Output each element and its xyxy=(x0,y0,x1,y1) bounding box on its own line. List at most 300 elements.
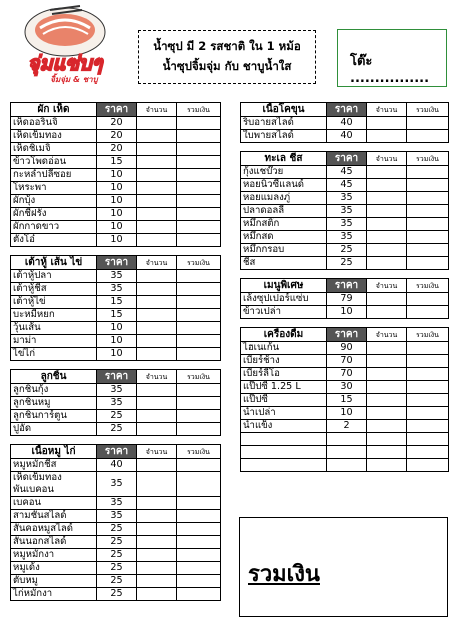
item-price: 20 xyxy=(97,130,137,143)
menu-item-row xyxy=(11,588,221,601)
menu-item-row xyxy=(11,536,221,549)
menu-item-row xyxy=(241,306,449,319)
item-qty-cell[interactable] xyxy=(137,309,177,322)
item-price: 10 xyxy=(97,335,137,348)
item-sum-cell[interactable] xyxy=(177,169,221,182)
menu-item-row xyxy=(11,270,221,283)
item-sum-cell[interactable] xyxy=(177,410,221,423)
menu-item-row xyxy=(11,195,221,208)
item-name: หมูเด้ง xyxy=(11,562,97,575)
item-price: 90 xyxy=(327,342,367,355)
item-name: เห็ดชิเมจิ xyxy=(11,143,97,156)
soup-info-line1: น้ำซุป มี 2 รสชาติ ใน 1 หม้อ xyxy=(153,39,301,53)
item-qty-cell[interactable] xyxy=(367,231,407,244)
item-qty-cell[interactable] xyxy=(367,355,407,368)
price-header: ราคา xyxy=(327,279,367,293)
category-name: เมนูพิเศษ xyxy=(241,279,327,293)
item-name: ลูกชิ้นการ์ตูน xyxy=(11,410,97,423)
item-price: 45 xyxy=(327,166,367,179)
sum-header: รวมเงิน xyxy=(407,279,449,293)
item-name: ผักชีฝรั่ง xyxy=(11,208,97,221)
item-qty-cell[interactable] xyxy=(367,446,407,459)
item-price xyxy=(327,446,367,459)
item-name: หอยนิวซีแลนด์ xyxy=(241,179,327,192)
item-price: 35 xyxy=(327,231,367,244)
item-sum-cell[interactable] xyxy=(407,130,449,143)
item-price: 25 xyxy=(97,536,137,549)
category-name: ลูกชิ้น xyxy=(11,370,97,384)
category-name: ทะเล ชีส xyxy=(241,152,327,166)
item-sum-cell[interactable] xyxy=(177,143,221,156)
item-price: 25 xyxy=(97,523,137,536)
grand-total-box xyxy=(239,517,448,617)
item-price: 10 xyxy=(97,195,137,208)
menu-item-row xyxy=(241,130,449,143)
item-sum-cell[interactable] xyxy=(407,306,449,319)
item-name: เบียร์ลีโอ xyxy=(241,368,327,381)
item-sum-cell[interactable] xyxy=(177,296,221,309)
item-sum-cell[interactable] xyxy=(407,459,449,472)
grand-total-label: รวมเงิน xyxy=(248,562,320,587)
menu-item-row xyxy=(11,397,221,410)
menu-item-row xyxy=(241,192,449,205)
soup-info-line2: น้ำซุปจิ้มจุ่ม กับ ชาบูน้ำใส xyxy=(162,59,292,73)
item-qty-cell[interactable] xyxy=(367,306,407,319)
item-price: 10 xyxy=(97,182,137,195)
item-qty-cell[interactable] xyxy=(367,205,407,218)
item-name: ไก่หมักงา xyxy=(11,588,97,601)
item-sum-cell[interactable] xyxy=(177,536,221,549)
item-qty-cell[interactable] xyxy=(137,472,177,497)
item-price: 25 xyxy=(97,588,137,601)
section-header-row xyxy=(11,445,221,459)
item-sum-cell[interactable] xyxy=(407,355,449,368)
item-sum-cell[interactable] xyxy=(407,293,449,306)
section-gap xyxy=(241,319,449,328)
item-qty-cell[interactable] xyxy=(367,368,407,381)
category-name: ผัก เห็ด xyxy=(11,103,97,117)
item-sum-cell[interactable] xyxy=(177,182,221,195)
logo-sub-text: จิ้มจุ่ม & ชาบู xyxy=(50,75,98,84)
menu-item-row xyxy=(11,459,221,472)
qty-header: จำนวน xyxy=(367,152,407,166)
item-sum-cell[interactable] xyxy=(177,588,221,601)
item-sum-cell[interactable] xyxy=(177,397,221,410)
item-sum-cell[interactable] xyxy=(407,446,449,459)
item-sum-cell[interactable] xyxy=(407,179,449,192)
item-qty-cell[interactable] xyxy=(137,510,177,523)
menu-item-row xyxy=(11,309,221,322)
item-name: ข้าวโพดอ่อน xyxy=(11,156,97,169)
item-qty-cell[interactable] xyxy=(137,117,177,130)
item-price: 35 xyxy=(97,397,137,410)
item-price: 10 xyxy=(97,208,137,221)
section-gap xyxy=(241,143,449,152)
item-name: ตั้งโอ๋ xyxy=(11,234,97,247)
menu-item-row xyxy=(241,433,449,446)
item-name: เห็ดเข็มทอง xyxy=(11,130,97,143)
category-name: เนื้อหมู ไก่ xyxy=(11,445,97,459)
menu-item-row xyxy=(241,381,449,394)
item-sum-cell[interactable] xyxy=(177,335,221,348)
item-sum-cell[interactable] xyxy=(177,208,221,221)
item-qty-cell[interactable] xyxy=(137,169,177,182)
price-header: ราคา xyxy=(97,103,137,117)
category-name: เต้าหู้ เส้น ไข่ xyxy=(11,256,97,270)
gap-cell xyxy=(11,436,221,445)
menu-item-row xyxy=(11,169,221,182)
category-name: เนื้อโคขุน xyxy=(241,103,327,117)
item-sum-cell[interactable] xyxy=(177,562,221,575)
item-sum-cell[interactable] xyxy=(177,549,221,562)
item-price: 15 xyxy=(97,309,137,322)
price-header: ราคา xyxy=(327,152,367,166)
item-sum-cell[interactable] xyxy=(407,192,449,205)
qty-header: จำนวน xyxy=(367,279,407,293)
menu-table-right xyxy=(240,102,449,472)
item-name: ผักบุ้ง xyxy=(11,195,97,208)
category-name: เครื่องดื่ม xyxy=(241,328,327,342)
item-qty-cell[interactable] xyxy=(367,244,407,257)
item-name: สันนอกสไลด์ xyxy=(11,536,97,549)
item-sum-cell[interactable] xyxy=(177,130,221,143)
item-price: 20 xyxy=(97,143,137,156)
item-qty-cell[interactable] xyxy=(137,523,177,536)
item-name xyxy=(241,459,327,472)
item-qty-cell[interactable] xyxy=(137,156,177,169)
item-name: ผักกาดขาว xyxy=(11,221,97,234)
item-name: โหระพา xyxy=(11,182,97,195)
sum-header: รวมเงิน xyxy=(407,328,449,342)
item-sum-cell[interactable] xyxy=(177,423,221,436)
menu-item-row xyxy=(11,549,221,562)
item-sum-cell[interactable] xyxy=(177,195,221,208)
item-price: 25 xyxy=(327,257,367,270)
menu-item-row xyxy=(11,322,221,335)
menu-item-row xyxy=(11,156,221,169)
item-price: 35 xyxy=(97,283,137,296)
section-gap xyxy=(11,361,221,370)
item-price: 2 xyxy=(327,420,367,433)
gap-cell xyxy=(241,319,449,328)
item-name: หมูหมักชีส xyxy=(11,459,97,472)
menu-item-row xyxy=(11,143,221,156)
item-price: 25 xyxy=(97,575,137,588)
menu-item-row xyxy=(11,296,221,309)
section-header-row xyxy=(241,103,449,117)
menu-item-row xyxy=(11,423,221,436)
item-name: กุ้งแชบ๊วย xyxy=(241,166,327,179)
item-sum-cell[interactable] xyxy=(407,231,449,244)
item-name: มาม่า xyxy=(11,335,97,348)
logo-name-text: จุ่มแซ่บๆ xyxy=(27,51,103,75)
item-qty-cell[interactable] xyxy=(137,562,177,575)
menu-item-row xyxy=(241,231,449,244)
item-price: 25 xyxy=(327,244,367,257)
item-price: 10 xyxy=(97,169,137,182)
item-qty-cell[interactable] xyxy=(367,394,407,407)
item-price: 35 xyxy=(97,270,137,283)
sum-header: รวมเงิน xyxy=(177,256,221,270)
item-qty-cell[interactable] xyxy=(367,459,407,472)
table-number-label: โต๊ะ ................ xyxy=(350,54,430,86)
item-sum-cell[interactable] xyxy=(177,523,221,536)
item-name: เห็ดเข็มทอง พันเบคอน xyxy=(11,472,97,497)
item-sum-cell[interactable] xyxy=(407,420,449,433)
price-header: ราคา xyxy=(97,256,137,270)
item-price: 35 xyxy=(327,218,367,231)
item-qty-cell[interactable] xyxy=(137,270,177,283)
item-qty-cell[interactable] xyxy=(137,234,177,247)
sum-header: รวมเงิน xyxy=(407,103,449,117)
menu-item-row xyxy=(11,208,221,221)
item-qty-cell[interactable] xyxy=(137,143,177,156)
item-price: 35 xyxy=(97,510,137,523)
qty-header: จำนวน xyxy=(137,370,177,384)
item-sum-cell[interactable] xyxy=(407,117,449,130)
item-name: น้ำแข็ง xyxy=(241,420,327,433)
item-qty-cell[interactable] xyxy=(137,423,177,436)
item-qty-cell[interactable] xyxy=(367,218,407,231)
price-header: ราคา xyxy=(327,328,367,342)
item-qty-cell[interactable] xyxy=(367,293,407,306)
item-sum-cell[interactable] xyxy=(177,270,221,283)
table-number-box xyxy=(337,29,447,87)
item-name: ข้าวเปล่า xyxy=(241,306,327,319)
section-gap xyxy=(11,247,221,256)
item-qty-cell[interactable] xyxy=(367,192,407,205)
item-sum-cell[interactable] xyxy=(177,234,221,247)
section-header-row xyxy=(241,328,449,342)
item-price: 10 xyxy=(97,234,137,247)
item-qty-cell[interactable] xyxy=(137,195,177,208)
item-qty-cell[interactable] xyxy=(367,130,407,143)
item-qty-cell[interactable] xyxy=(137,459,177,472)
menu-item-row xyxy=(241,407,449,420)
item-qty-cell[interactable] xyxy=(137,335,177,348)
menu-item-row xyxy=(11,130,221,143)
item-sum-cell[interactable] xyxy=(177,575,221,588)
item-qty-cell[interactable] xyxy=(367,166,407,179)
section-header-row xyxy=(11,256,221,270)
item-name: สันคอหมูสไลด์ xyxy=(11,523,97,536)
item-qty-cell[interactable] xyxy=(137,384,177,397)
item-sum-cell[interactable] xyxy=(177,221,221,234)
menu-item-row xyxy=(11,221,221,234)
item-qty-cell[interactable] xyxy=(367,117,407,130)
item-name: วุ้นเส้น xyxy=(11,322,97,335)
item-qty-cell[interactable] xyxy=(137,208,177,221)
item-sum-cell[interactable] xyxy=(177,497,221,510)
item-sum-cell[interactable] xyxy=(177,384,221,397)
section-header-row xyxy=(241,152,449,166)
price-header: ราคา xyxy=(97,445,137,459)
item-name: กะหล่ำปลีซอย xyxy=(11,169,97,182)
item-qty-cell[interactable] xyxy=(137,410,177,423)
item-name xyxy=(241,446,327,459)
item-name: ริบอายสไลด์ xyxy=(241,117,327,130)
item-qty-cell[interactable] xyxy=(137,397,177,410)
menu-item-row xyxy=(11,562,221,575)
item-name: ลูกชิ้นหมู xyxy=(11,397,97,410)
item-qty-cell[interactable] xyxy=(367,342,407,355)
price-header: ราคา xyxy=(97,370,137,384)
soup-info-box xyxy=(138,30,316,84)
item-name: ชีส xyxy=(241,257,327,270)
item-qty-cell[interactable] xyxy=(137,283,177,296)
item-sum-cell[interactable] xyxy=(407,205,449,218)
item-sum-cell[interactable] xyxy=(407,368,449,381)
qty-header: จำนวน xyxy=(137,445,177,459)
item-price: 40 xyxy=(97,459,137,472)
item-name xyxy=(241,433,327,446)
gap-cell xyxy=(241,143,449,152)
qty-header: จำนวน xyxy=(367,328,407,342)
item-sum-cell[interactable] xyxy=(177,117,221,130)
item-qty-cell[interactable] xyxy=(137,549,177,562)
item-qty-cell[interactable] xyxy=(367,433,407,446)
item-qty-cell[interactable] xyxy=(137,348,177,361)
menu-item-row xyxy=(241,117,449,130)
menu-item-row xyxy=(11,335,221,348)
menu-item-row xyxy=(11,117,221,130)
item-qty-cell[interactable] xyxy=(367,407,407,420)
section-header-row xyxy=(11,370,221,384)
menu-item-row xyxy=(11,472,221,497)
sum-header: รวมเงิน xyxy=(177,103,221,117)
restaurant-logo xyxy=(10,2,120,84)
menu-table-left xyxy=(10,102,221,601)
item-name: น้ำเปล่า xyxy=(241,407,327,420)
item-name: แป๊ปซี่ xyxy=(241,394,327,407)
item-qty-cell[interactable] xyxy=(367,420,407,433)
item-qty-cell[interactable] xyxy=(367,179,407,192)
item-name: ตับหมู xyxy=(11,575,97,588)
menu-item-row xyxy=(241,368,449,381)
item-sum-cell[interactable] xyxy=(407,257,449,270)
item-sum-cell[interactable] xyxy=(407,433,449,446)
gap-cell xyxy=(241,270,449,279)
item-price: 35 xyxy=(327,192,367,205)
item-price: 35 xyxy=(97,384,137,397)
item-name: เล้งซุปเปอร์แซ่บ xyxy=(241,293,327,306)
item-price: 20 xyxy=(97,117,137,130)
item-qty-cell[interactable] xyxy=(137,588,177,601)
item-price: 10 xyxy=(327,407,367,420)
menu-item-row xyxy=(241,166,449,179)
item-price: 35 xyxy=(97,472,137,497)
qty-header: จำนวน xyxy=(137,256,177,270)
item-price: 10 xyxy=(97,348,137,361)
item-name: เต้าหู้ไข่ xyxy=(11,296,97,309)
item-price xyxy=(327,433,367,446)
item-sum-cell[interactable] xyxy=(407,394,449,407)
item-sum-cell[interactable] xyxy=(407,218,449,231)
section-gap xyxy=(241,270,449,279)
menu-item-row xyxy=(241,293,449,306)
menu-item-row xyxy=(241,244,449,257)
item-price: 15 xyxy=(327,394,367,407)
menu-item-row xyxy=(11,510,221,523)
item-price: 10 xyxy=(97,221,137,234)
menu-item-row xyxy=(241,205,449,218)
item-price: 45 xyxy=(327,179,367,192)
item-price: 15 xyxy=(97,156,137,169)
menu-item-row xyxy=(11,575,221,588)
item-sum-cell[interactable] xyxy=(177,309,221,322)
menu-item-row xyxy=(241,420,449,433)
item-qty-cell[interactable] xyxy=(137,296,177,309)
item-price: 10 xyxy=(327,306,367,319)
item-price: 25 xyxy=(97,562,137,575)
item-qty-cell[interactable] xyxy=(137,536,177,549)
item-price: 70 xyxy=(327,355,367,368)
item-sum-cell[interactable] xyxy=(177,283,221,296)
item-sum-cell[interactable] xyxy=(407,342,449,355)
item-sum-cell[interactable] xyxy=(177,510,221,523)
item-qty-cell[interactable] xyxy=(137,497,177,510)
item-qty-cell[interactable] xyxy=(137,182,177,195)
price-header: ราคา xyxy=(327,103,367,117)
item-price: 35 xyxy=(327,205,367,218)
item-sum-cell[interactable] xyxy=(177,322,221,335)
item-name: หมูหมักงา xyxy=(11,549,97,562)
menu-item-row xyxy=(241,355,449,368)
menu-item-row xyxy=(241,257,449,270)
item-sum-cell[interactable] xyxy=(407,407,449,420)
menu-item-row xyxy=(241,179,449,192)
section-header-row xyxy=(241,279,449,293)
menu-item-row xyxy=(241,446,449,459)
menu-item-row xyxy=(241,394,449,407)
gap-cell xyxy=(11,361,221,370)
item-name: เห็ดออรินจิ xyxy=(11,117,97,130)
item-qty-cell[interactable] xyxy=(367,381,407,394)
menu-item-row xyxy=(241,459,449,472)
item-price: 30 xyxy=(327,381,367,394)
item-qty-cell[interactable] xyxy=(137,130,177,143)
item-sum-cell[interactable] xyxy=(177,472,221,497)
item-qty-cell[interactable] xyxy=(137,322,177,335)
item-price: 25 xyxy=(97,423,137,436)
item-sum-cell[interactable] xyxy=(407,244,449,257)
item-name: ปูอัด xyxy=(11,423,97,436)
item-name: เบคอน xyxy=(11,497,97,510)
item-sum-cell[interactable] xyxy=(177,348,221,361)
item-name: ไฮเนเก้น xyxy=(241,342,327,355)
item-name: บะหมี่หยก xyxy=(11,309,97,322)
item-sum-cell[interactable] xyxy=(407,166,449,179)
item-qty-cell[interactable] xyxy=(137,575,177,588)
item-price: 79 xyxy=(327,293,367,306)
item-name: หมึกสติ๊ก xyxy=(241,218,327,231)
menu-item-row xyxy=(11,384,221,397)
sum-header: รวมเงิน xyxy=(177,370,221,384)
item-sum-cell[interactable] xyxy=(177,459,221,472)
menu-item-row xyxy=(11,283,221,296)
item-name: ไข่ไก่ xyxy=(11,348,97,361)
item-price xyxy=(327,459,367,472)
item-sum-cell[interactable] xyxy=(177,156,221,169)
menu-item-row xyxy=(241,342,449,355)
item-name: เต้าหู้ปลา xyxy=(11,270,97,283)
item-sum-cell[interactable] xyxy=(407,381,449,394)
item-qty-cell[interactable] xyxy=(137,221,177,234)
item-qty-cell[interactable] xyxy=(367,257,407,270)
menu-item-row xyxy=(11,523,221,536)
menu-item-row xyxy=(11,497,221,510)
qty-header: จำนวน xyxy=(367,103,407,117)
